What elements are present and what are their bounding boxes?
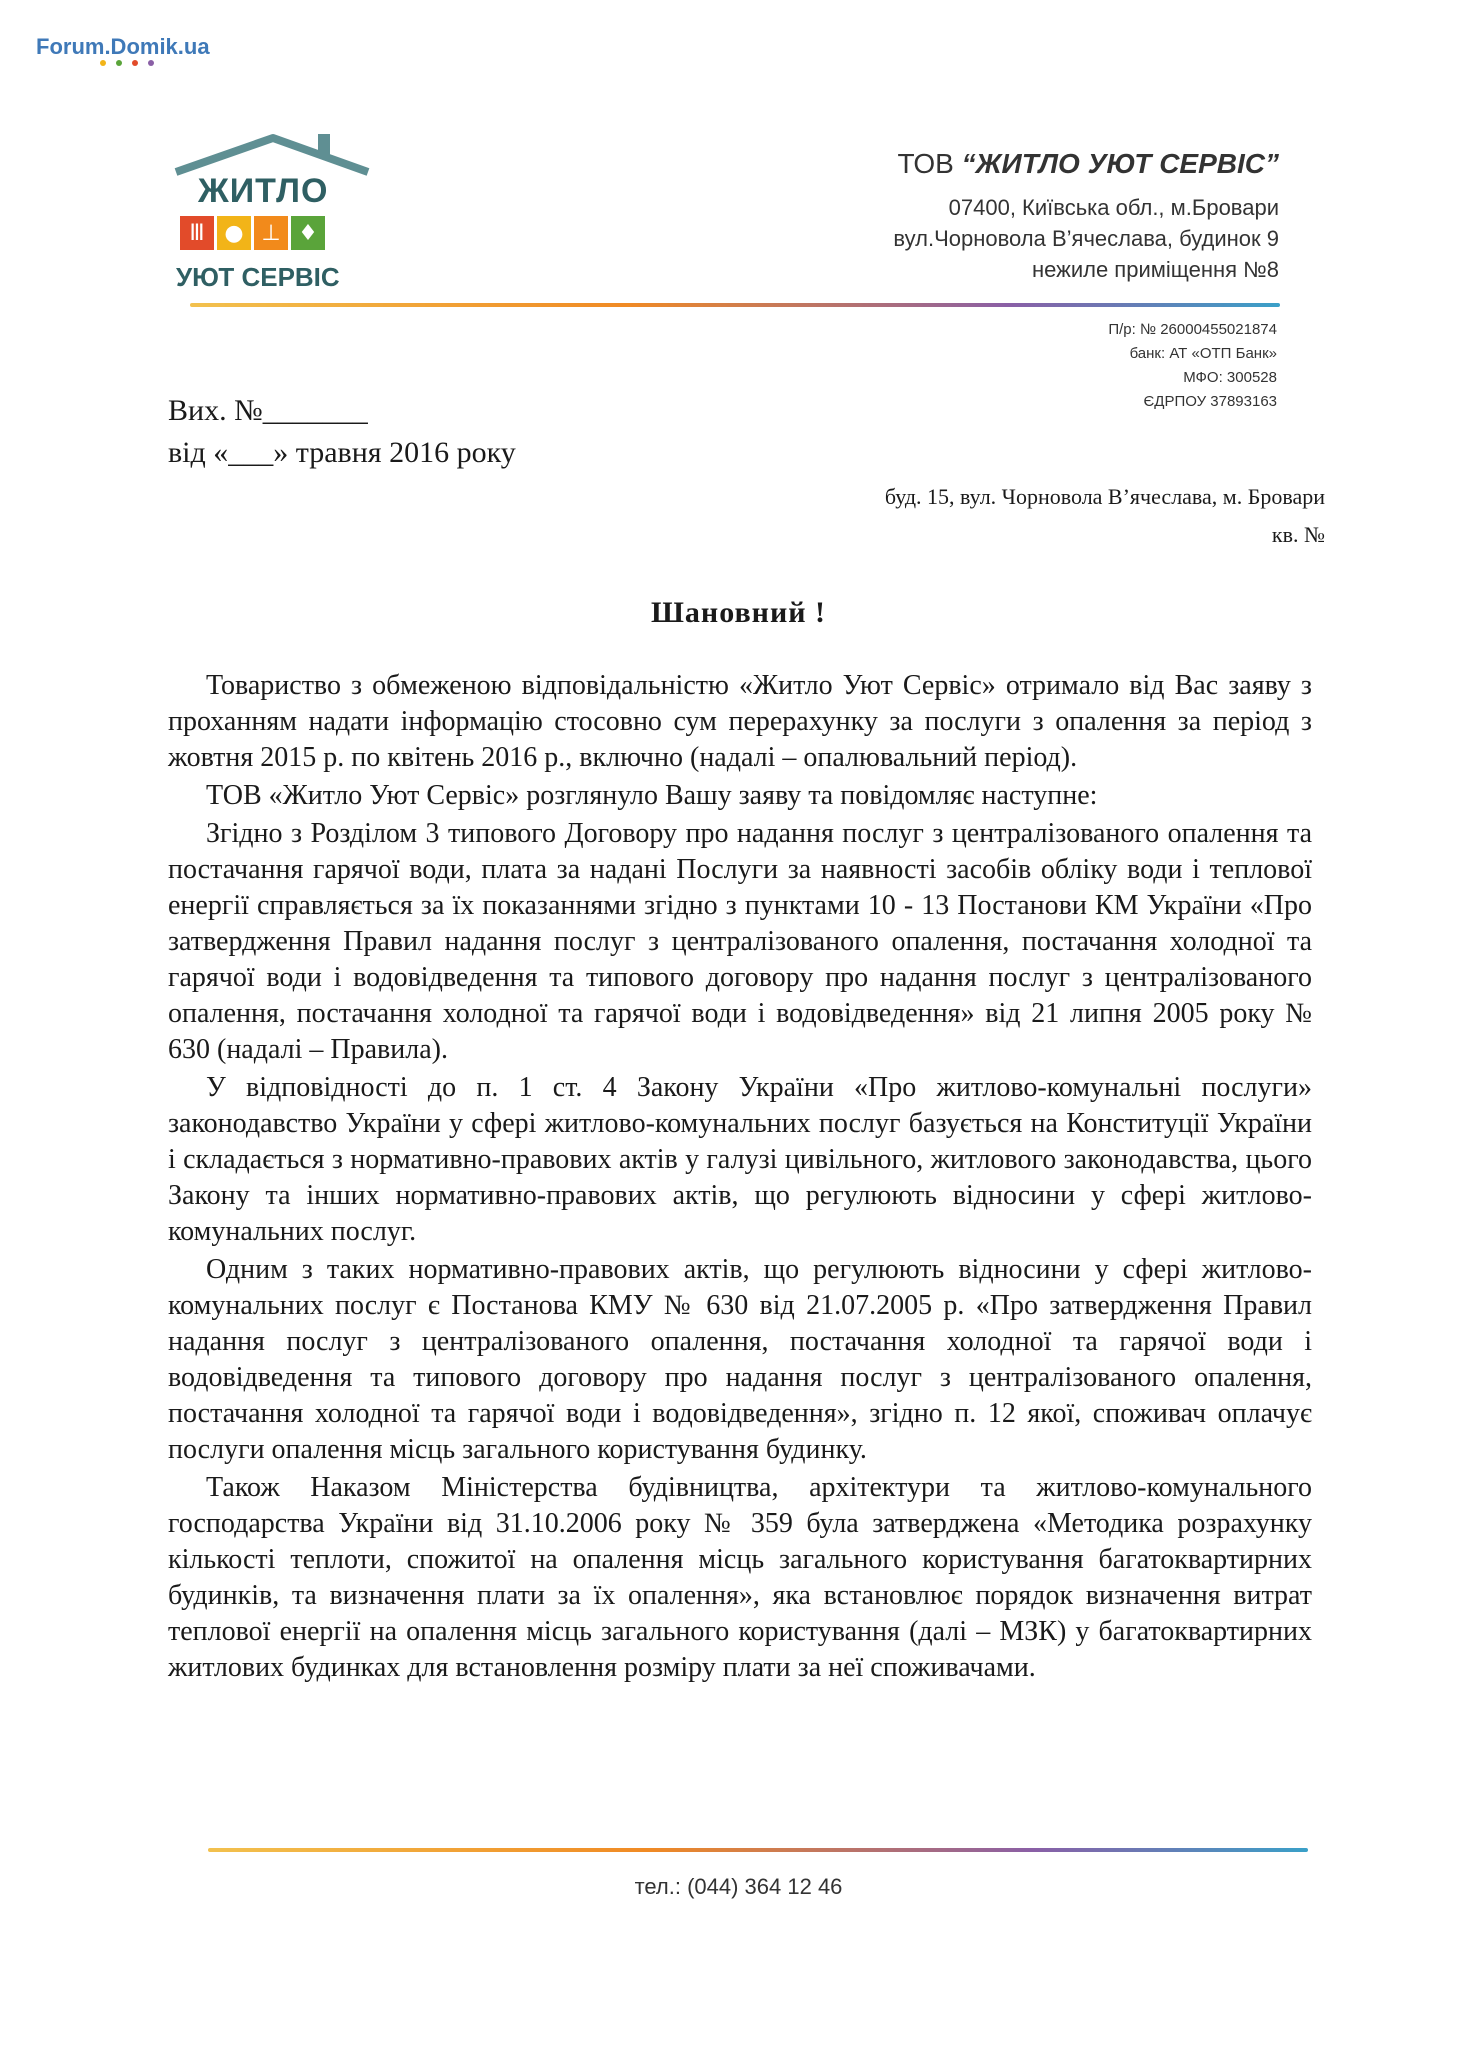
outgoing-date: від «___» травня 2016 року [168, 436, 516, 469]
company-address-line: нежиле приміщення №8 [1031, 257, 1279, 282]
letter-body [168, 668, 1312, 1688]
footer-phone: тел.: (044) 364 12 46 [634, 1874, 843, 1899]
logo-word-top: ЖИТЛО [198, 172, 329, 210]
company-name: ТОВ “ЖИТЛО УЮТ СЕРВІС” [897, 148, 1279, 179]
bank-details [1108, 318, 1277, 414]
recipient-address [885, 478, 1325, 554]
company-logo [168, 132, 378, 302]
outgoing-number: Вих. №_______ [168, 394, 368, 427]
recipient-address-line: буд. 15, вул. Чорновола В’ячеслава, м. Бровари [884, 484, 1325, 509]
paragraph: У відповідності до п. 1 ст. 4 Закону України «Про житлово-комунальні послуги» законодавство України у сфері житлово-комунальних послуг базується на Конституції України і складається з нормативно-правових актів у галузі цивільного, житлового законодавства, цього Закону та інших нормативно-правових актів, що регулюють відносини у сфері житлово-комунальних послуг. [168, 1072, 1312, 1247]
faucet-icon: ⊥ [254, 216, 288, 250]
bank-line: ЄДРПОУ 37893163 [1143, 393, 1277, 410]
watermark-dots [100, 60, 154, 66]
footer-divider [208, 1848, 1308, 1852]
logo-icons [180, 216, 325, 250]
company-address-line: 07400, Київська обл., м.Бровари [948, 195, 1279, 220]
bank-line: МФО: 300528 [1183, 369, 1277, 386]
bank-line: П/р: № 26000455021874 [1108, 321, 1277, 338]
paragraph: Згідно з Розділом 3 типового Договору про надання послуг з централізованого опалення та постачання гарячої води, плата за надані Послуги за наявності засобів обліку води і теплової енергії справляється за їх показаннями згідно з пунктами 10 - 13 Постанови КМ України «Про затвердження Правил надання послуг з централізованого опалення, постачання холодної та гарячої води і водовідведення та типового договору про надання послуг з централізованого опалення, постачання холодної та гарячої води і водовідведення» від 21 липня 2005 року № 630 (надалі – Правила). [168, 818, 1312, 1065]
company-address-line: вул.Чорновола В’ячеслава, будинок 9 [893, 226, 1279, 251]
header-divider [190, 303, 1280, 307]
drop-icon: ♦ [291, 216, 325, 250]
radiator-icon: Ⅲ [180, 216, 214, 250]
watermark: Forum.Domik.ua [36, 34, 210, 59]
recipient-apartment: кв. № [1271, 522, 1325, 547]
paragraph: Товариство з обмеженою відповідальністю «Житло Уют Сервіс» отримало від Вас заяву з проханням надати інформацію стосовно сум перерахунку за послуги з опалення за період з жовтня 2015 р. по квітень 2016 р., включно (надалі – опалювальний період). [168, 670, 1312, 773]
greeting: Шановний ! [650, 596, 827, 629]
bulb-icon: ● [217, 216, 251, 250]
company-header [893, 148, 1279, 285]
bank-line: банк: АТ «ОТП Банк» [1129, 345, 1277, 362]
paragraph: Також Наказом Міністерства будівництва, архітектури та житлово-комунального господарства України від 31.10.2006 року № 359 була затверджена «Методика розрахунку кількості теплоти, спожитої на опалення місць загального користування багатоквартирних будинків, та визначення плати за їх опалення», яка встановлює порядок визначення витрат теплової енергії на опалення місць загального користування (далі – МЗК) у багатоквартирних житлових будинках для встановлення розміру плати за неї споживачами. [168, 1472, 1312, 1683]
paragraph: Одним з таких нормативно-правових актів, що регулюють відносини у сфері житлово-комунальних послуг є Постанова КМУ № 630 від 21.07.2005 р. «Про затвердження Правил надання послуг з централізованого опалення, постачання холодної та гарячої води і водовідведення та типового договору про надання послуг з централізованого опалення, постачання холодної та гарячої води і водовідведення», згідно п. 12 якої, споживач оплачує послуги опалення місць загального користування будинку. [168, 1254, 1312, 1465]
logo-word-bottom: УЮТ СЕРВІС [176, 262, 340, 292]
paragraph: ТОВ «Житло Уют Сервіс» розглянуло Вашу заяву та повідомляє наступне: [206, 780, 1098, 811]
outgoing-reference [168, 390, 516, 474]
